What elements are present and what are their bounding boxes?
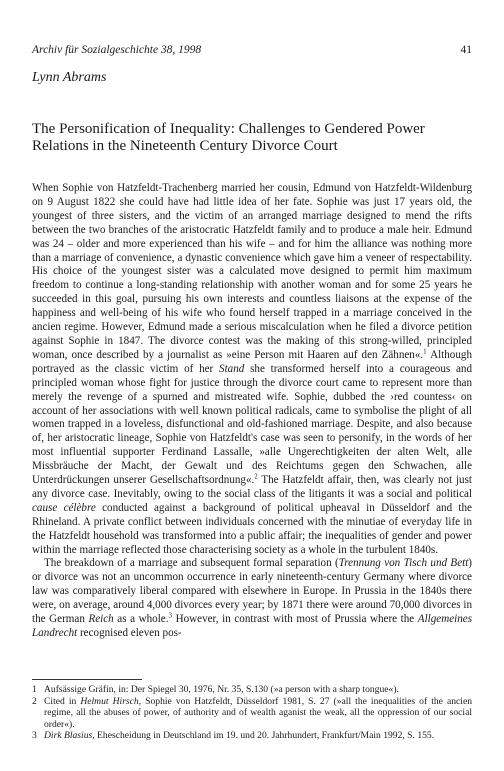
text-run: ) or divorce was not an uncommon occurrence in early nineteenth-century Germany where divorce law was comparatively liberal compared with elsewhere in Europe. In Prussia in the 1840s there were, on average, around 4,000 divorces every year; by 1871 there were around 70,000 divorces in the German: [32, 557, 472, 626]
italic-text: Stand: [219, 362, 245, 375]
article-body: [32, 182, 472, 641]
text-run: she transformed herself into a courageous and principled woman whose fight for justice through the divorce court came to represent more than merely the revenge of a spurned and mistreated wife. Sophie, dubbed the ›red countess‹ on account of her associations with well known political radicals, came to symbolise the plight of all women trapped in a loveless, disfunctional and old-fashioned marriage. Despite, and also because of, her aristocratic lineage, Sophie von Hatzfeldt's case was seen to personify, in the words of her most influential supporter Ferdinand Lassalle, »alle Ungerechtigkeiten der alten Welt, alle Missbräuche der Macht, der Gewalt und des Reichtums gegen den Schwachen, alle Unterdrückungen unserer Gesellschaftsordnung«.: [32, 362, 472, 487]
footnotes: [32, 684, 472, 742]
italic-text: Helmut Hirsch,: [80, 695, 142, 707]
body-paragraph: [32, 557, 472, 640]
text-run: conducted against a background of political upheaval in Düsseldorf and the Rhineland. A private conflict between individuals concerned with the minutiae of everyday life in the Hatzfeldt household was transformed into a public affair; the inequalities of gender and power within the marriage reflected those characterising society as a whole in the turbulent 1840s.: [32, 501, 472, 556]
footnote-divider: [32, 679, 142, 680]
text-run: The breakdown of a marriage and subsequent formal separation (: [44, 557, 339, 570]
footnote: [32, 684, 472, 696]
italic-text: cause célèbre: [32, 501, 96, 514]
article-title: The Personification of Inequality: Challenges to Gendered Power Relations in the Nineteenth Century Divorce Court: [32, 121, 425, 154]
author-name: Lynn Abrams: [32, 70, 107, 85]
text-run: Sophie von Hatzfeldt, Düsseldorf 1981, S. 27 (»all the inequalities of the ancien regime, all the abuses of power, of authority and of wealth aganist the weak, all the oppression of our social order«).: [44, 695, 472, 730]
footnote: [32, 730, 472, 742]
body-paragraph: [32, 182, 472, 557]
footnote-number: 1: [32, 684, 37, 695]
text-run: Cited in: [44, 695, 81, 707]
footnote-reference: 2: [254, 472, 258, 481]
footnote-number: 3: [32, 730, 37, 742]
text-run: Aufsässige Gräfin, in: Der Spiegel 30, 1976, Nr. 35, S.130 (»a person with a sharp tongue«).: [44, 684, 399, 695]
journal-title: Archiv für Sozialgeschichte 38, 1998: [32, 44, 202, 56]
footnote-reference: 1: [423, 347, 427, 356]
text-run: When Sophie von Hatzfeldt-Trachenberg married her cousin, Edmund von Hatzfeldt-Wildenburg on 9 August 1822 she could have had little idea of her fate. Sophie was just 17 years old, the youngest of three sisters, and the victim of an arranged marriage designed to mend the rifts between the two branches of the aristocratic Hatzfeldt family and to produce a male heir. Edmund was 24 – older and more experienced than his wife – and for him the alliance was nothing more than a marriage of convenience, a dynastic convenience which gave him a veneer of respectability. His choice of the youngest sister was a calculated move designed to permit him maximum freedom to continue a long-standing relationship with another woman and for some 25 years he succeeded in this goal, pursuing his own interests and countless liaisons at the expense of the happiness and well-being of his wife who found herself trapped in a marriage conceived in the ancien regime. However, Edmund made a serious miscalculation when he filed a divorce petition against Sophie in 1847. The divorce contest was the making of this strong-willed, principled woman, once described by a journalist as »eine Person mit Haaren auf den Zähnen«.: [32, 182, 472, 361]
text-run: recognised eleven pos-: [77, 627, 182, 639]
page-number: 41: [460, 44, 472, 56]
italic-text: Dirk Blasius,: [44, 730, 95, 742]
italic-text: Reich: [88, 613, 114, 626]
running-head: [32, 44, 472, 60]
text-run: Although portrayed as the classic victim of her: [32, 348, 472, 375]
italic-text: Allgemeines Landrecht: [32, 613, 473, 639]
footnote-reference: 3: [168, 611, 173, 620]
footnote-number: 2: [32, 695, 37, 707]
text-run: as a whole.: [113, 613, 169, 626]
footnote: [32, 696, 472, 731]
italic-text: Trennung von Tisch und Bett: [338, 557, 469, 570]
text-run: However, in contrast with most of Prussia where the: [172, 613, 418, 626]
text-run: The Hatzfeldt affair, then, was clearly not just any divorce case. Inevitably, owing to the social class of the litigants it was a social and political: [32, 474, 472, 500]
text-run: Ehescheidung in Deutschland im 19. und 20. Jahrhundert, Frankfurt/Main 1992, S. 155.: [94, 730, 435, 742]
